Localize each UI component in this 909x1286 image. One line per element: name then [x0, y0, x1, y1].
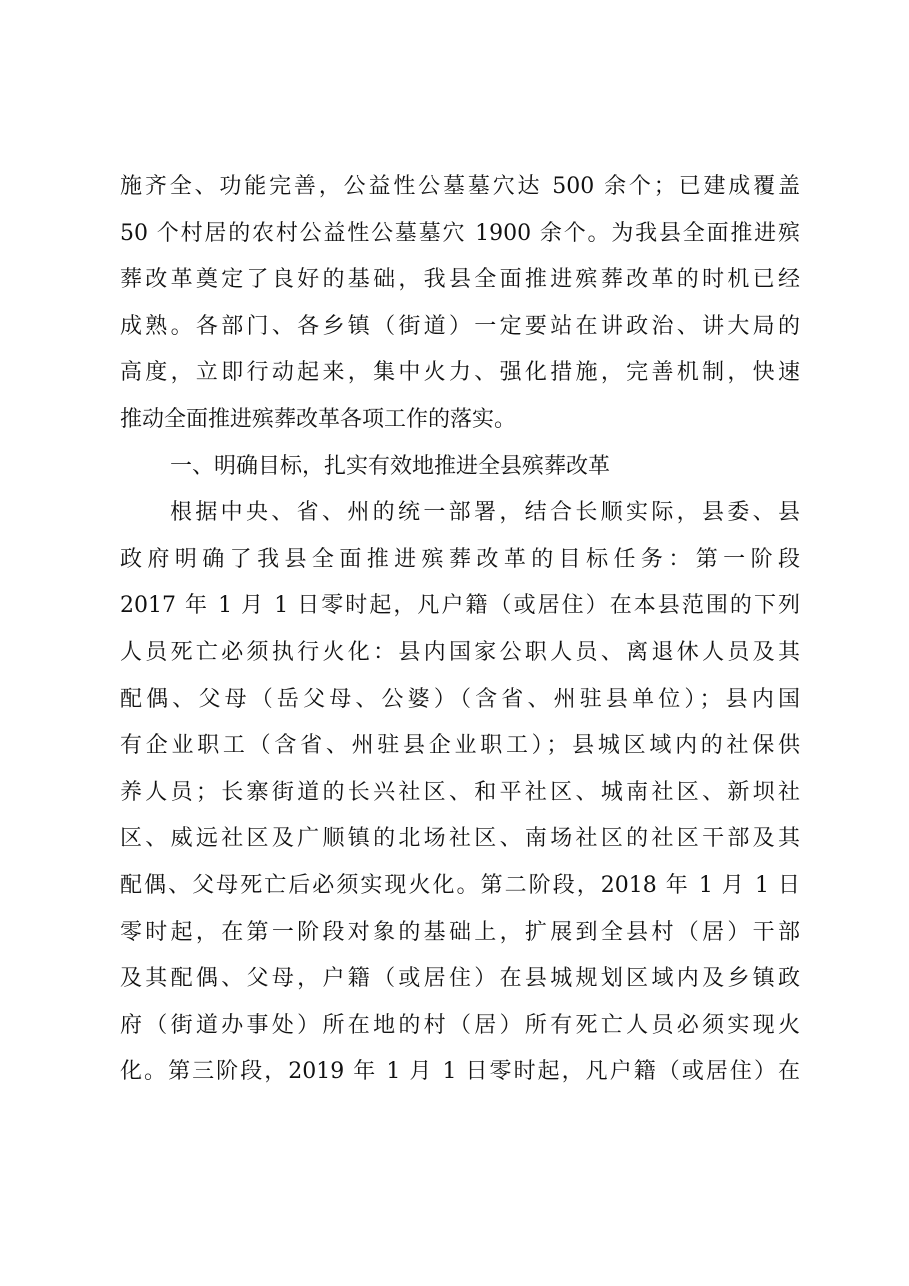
text-line: 化。第三阶段，2019 年 1 月 1 日零时起，凡户籍（或居住）在	[120, 1059, 800, 1085]
text-line: 及其配偶、父母，户籍（或居住）在县城规划区域内及乡镇政	[120, 966, 800, 992]
text-line: 成熟。各部门、各乡镇（街道）一定要站在讲政治、讲大局的	[120, 313, 800, 339]
section-heading: 一、明确目标，扎实有效地推进全县殡葬改革	[170, 453, 611, 479]
text-line: 根据中央、省、州的统一部署，结合长顺实际，县委、县	[170, 500, 800, 526]
text-line: 有企业职工（含省、州驻县企业职工）；县城区域内的社保供	[120, 733, 800, 759]
text-line: 2017 年 1 月 1 日零时起，凡户籍（或居住）在本县范围的下列	[120, 593, 800, 619]
text-line: 政府明确了我县全面推进殡葬改革的目标任务：第一阶段	[120, 546, 800, 572]
text-line: 推动全面推进殡葬改革各项工作的落实。	[120, 406, 517, 432]
text-line: 府（街道办事处）所在地的村（居）所有死亡人员必须实现火	[120, 1012, 800, 1038]
text-line: 区、威远社区及广顺镇的北场社区、南场社区的社区干部及其	[120, 826, 800, 852]
body-text	[120, 164, 800, 1096]
text-line: 葬改革奠定了良好的基础，我县全面推进殡葬改革的时机已经	[120, 267, 800, 293]
text-line: 50 个村居的农村公益性公墓墓穴 1900 余个。为我县全面推进殡	[120, 220, 800, 246]
text-line: 养人员；长寨街道的长兴社区、和平社区、城南社区、新坝社	[120, 779, 800, 805]
text-line: 配偶、父母死亡后必须实现火化。第二阶段，2018 年 1 月 1 日	[120, 872, 800, 898]
text-line: 高度，立即行动起来，集中火力、强化措施，完善机制，快速	[120, 360, 800, 386]
text-line: 施齐全、功能完善，公益性公墓墓穴达 500 余个；已建成覆盖	[120, 174, 800, 199]
text-line: 配偶、父母（岳父母、公婆）（含省、州驻县单位）；县内国	[120, 686, 800, 712]
text-line: 零时起，在第一阶段对象的基础上，扩展到全县村（居）干部	[120, 919, 800, 945]
text-line: 人员死亡必须执行火化：县内国家公职人员、离退休人员及其	[120, 639, 800, 665]
